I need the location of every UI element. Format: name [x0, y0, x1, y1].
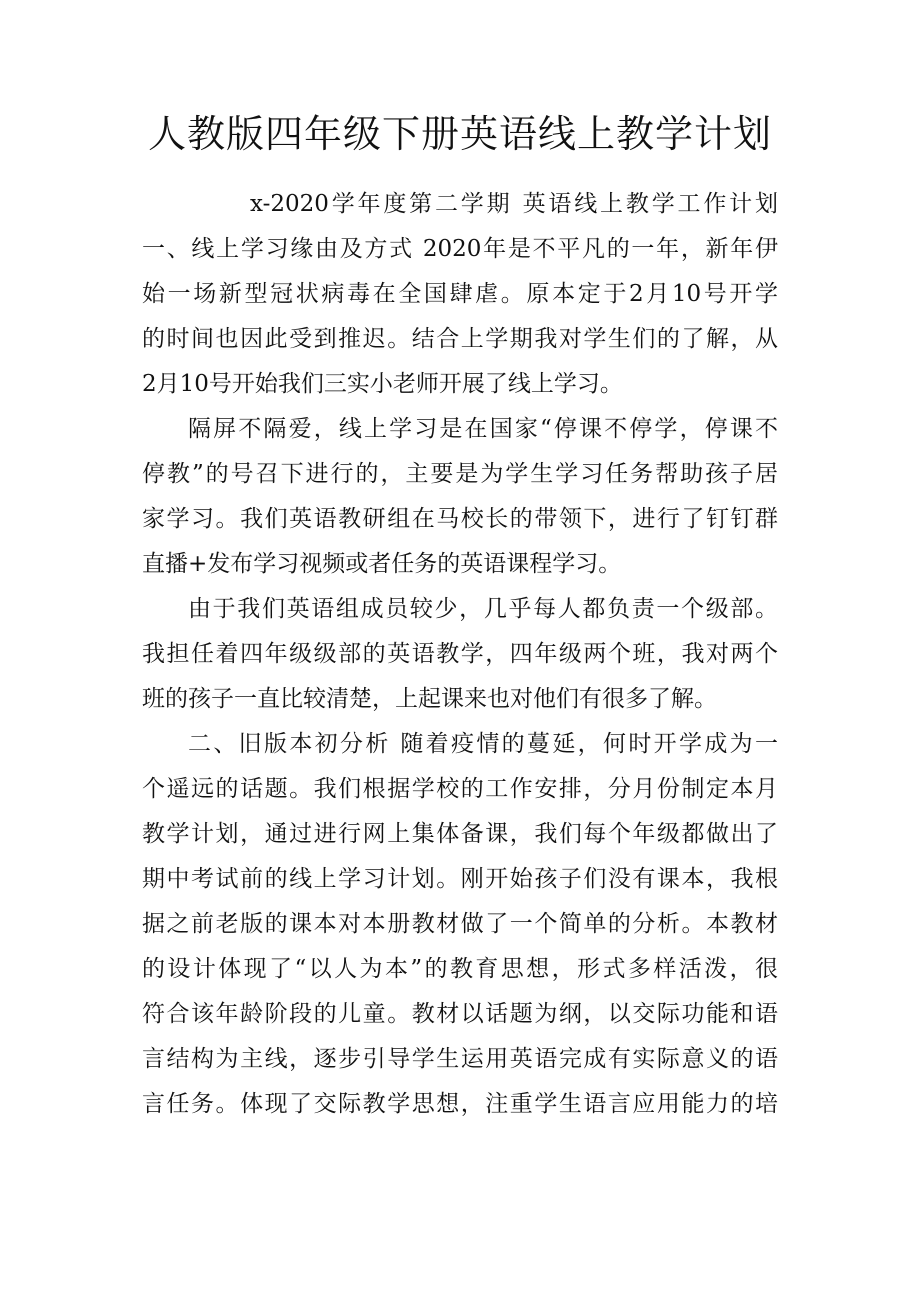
body-line: 个遥远的话题。我们根据学校的工作安排，分月份制定本月	[142, 776, 778, 802]
body-line: 停教”的号召下进行的，主要是为学生学习任务帮助孩子居	[142, 461, 778, 487]
body-line: 言任务。体现了交际教学思想，注重学生语言应用能力的培	[142, 1091, 778, 1117]
paragraph-first-line: 由于我们英语组成员较少，几乎每人都负责一个级部。	[188, 596, 778, 622]
body-line: 的设计体现了“以人为本”的教育思想，形式多样活泼，很	[142, 956, 778, 982]
body-line: 一、线上学习缘由及方式 2020年是不平凡的一年，新年伊	[142, 236, 778, 262]
body-line: 我担任着四年级级部的英语教学，四年级两个班，我对两个	[142, 641, 778, 667]
body-line: 据之前老版的课本对本册教材做了一个简单的分析。本教材	[142, 911, 778, 937]
body-line: 直播+发布学习视频或者任务的英语课程学习。	[142, 551, 622, 577]
body-line: 2月10号开始我们三实小老师开展了线上学习。	[142, 371, 623, 397]
body-line: 家学习。我们英语教研组在马校长的带领下，进行了钉钉群	[142, 506, 778, 532]
body-line: 始一场新型冠状病毒在全国肆虐。原本定于2月10号开学	[142, 281, 778, 307]
body-line: 符合该年龄阶段的儿童。教材以话题为纲，以交际功能和语	[142, 1001, 778, 1027]
document-body	[142, 182, 778, 1127]
paragraph-first-line: 二、旧版本初分析 随着疫情的蔓延，何时开学成为一	[188, 731, 778, 757]
paragraph-first-line: 隔屏不隔爱，线上学习是在国家“停课不停学，停课不	[188, 416, 778, 442]
body-line: 的时间也因此受到推迟。结合上学期我对学生们的了解，从	[142, 326, 778, 352]
subtitle-line: x-2020学年度第二学期 英语线上教学工作计划	[250, 191, 778, 217]
body-line: 期中考试前的线上学习计划。刚开始孩子们没有课本，我根	[142, 866, 778, 892]
body-line: 班的孩子一直比较清楚，上起课来也对他们有很多了解。	[142, 686, 717, 712]
body-line: 言结构为主线，逐步引导学生运用英语完成有实际意义的语	[142, 1046, 778, 1072]
body-line: 教学计划，通过进行网上集体备课，我们每个年级都做出了	[142, 821, 778, 847]
document-title: 人教版四年级下册英语线上教学计划	[147, 112, 772, 156]
